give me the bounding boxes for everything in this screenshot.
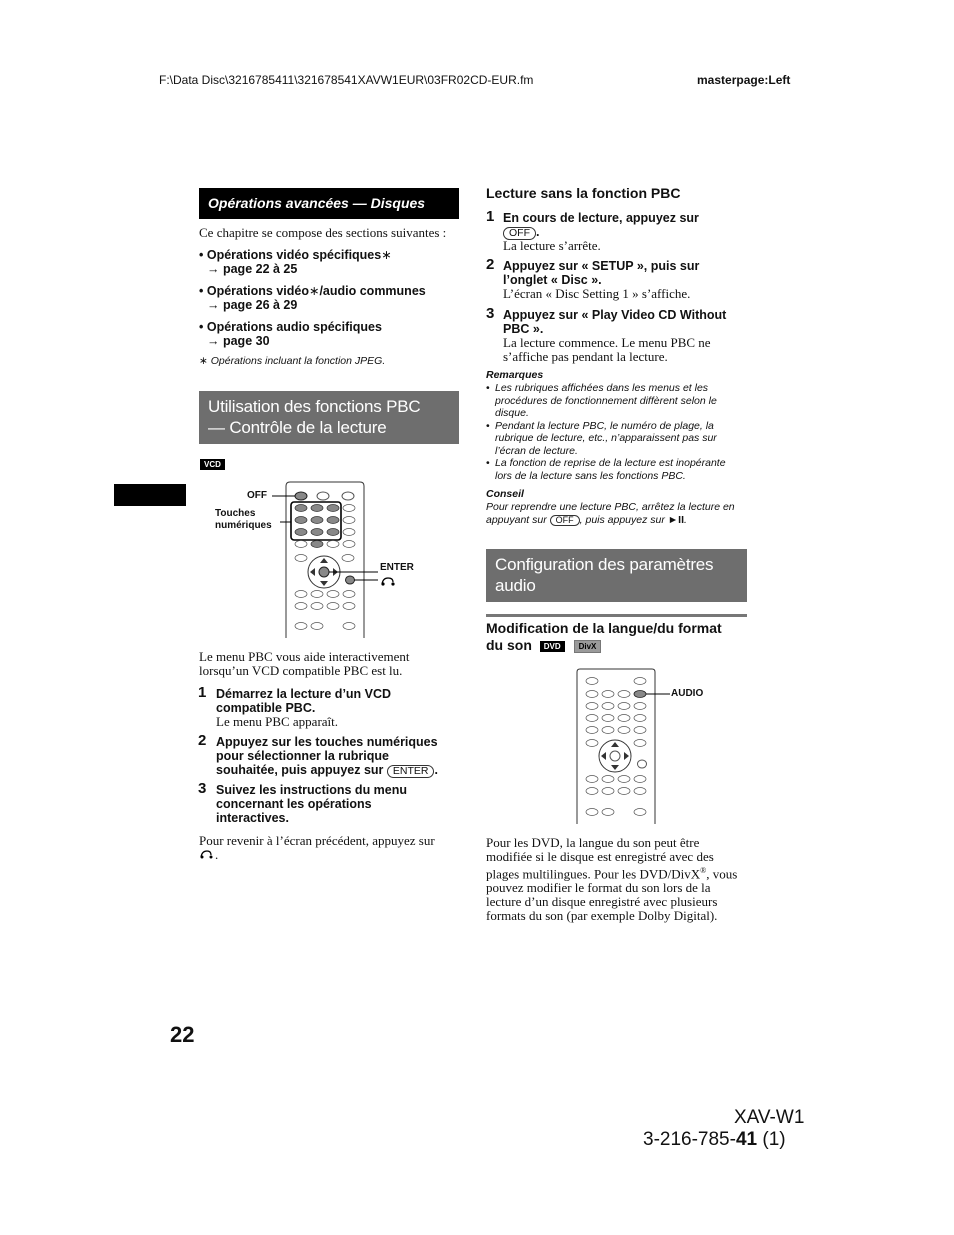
- step-number: 2: [486, 256, 495, 273]
- pbc-title-bar: [199, 391, 459, 444]
- page-number: 22: [170, 1022, 195, 1047]
- audio-button-shape: [634, 691, 646, 698]
- toc-item-1: • Opérations vidéo spécifiques∗ → page 22 à 25: [199, 248, 392, 276]
- step-2: Appuyez sur les touches numériques pour sélectionner la rubrique souhaitée, puis appuyez sur ENTER .: [216, 735, 438, 777]
- off-button-label: OFF: [503, 227, 536, 240]
- off-label: OFF: [247, 490, 267, 501]
- step-number: 2: [198, 732, 207, 749]
- right-step-3-note: La lecture commence. Le menu PBC ne s’affiche pas pendant la lecture.: [503, 335, 711, 364]
- conseil-text: Pour reprendre une lecture PBC, arrêtez la lecture en appuyant sur OFF , puis appuyez sur ►II.: [486, 501, 735, 526]
- step-3: Suivez les instructions du menu concernant les opérations interactives.: [216, 783, 408, 825]
- right-step-3: Appuyez sur « Play Video CD Without PBC ».: [503, 308, 727, 336]
- touches-label: Touches numériques: [215, 508, 272, 531]
- enter-label: ENTER: [380, 562, 414, 573]
- remote-illustration-1: [200, 478, 380, 638]
- right-step-2: Appuyez sur « SETUP », puis sur l’onglet « Disc ».: [503, 259, 700, 287]
- right-step-1-note: La lecture s’arrête.: [503, 238, 601, 253]
- right-step-1: En cours de lecture, appuyez sur OFF .: [503, 211, 699, 239]
- audio-title-line1: Configuration des paramètres: [495, 555, 714, 574]
- conseil-title: Conseil: [486, 488, 524, 500]
- off-button-shape: [295, 492, 307, 500]
- audio-label: AUDIO: [671, 688, 704, 699]
- step-number: 1: [198, 684, 207, 701]
- document-code: 3-216-785-41 (1): [643, 1129, 786, 1150]
- off-button-label: OFF: [550, 515, 580, 526]
- model-number: XAV-W1: [734, 1107, 805, 1128]
- intro-text: Ce chapitre se compose des sections suivantes :: [199, 225, 447, 240]
- sub-heading: Modification de la langue/du format du son DVD DivX: [486, 620, 722, 653]
- divx-badge: DivX: [574, 640, 602, 653]
- step-1-note: Le menu PBC apparaît.: [216, 714, 339, 729]
- return-icon: [199, 849, 215, 860]
- section-title-bar: [199, 188, 459, 219]
- audio-title-bar: [486, 549, 747, 602]
- pbc-intro: Le menu PBC vous aide interactivement lorsqu’un VCD compatible PBC est lu.: [199, 649, 410, 678]
- pbc-off-heading: Lecture sans la fonction PBC: [486, 185, 681, 201]
- chapter-tab: [114, 484, 186, 506]
- right-step-2-note: L’écran « Disc Setting 1 » s’affiche.: [503, 286, 691, 301]
- step-number: 1: [486, 208, 495, 225]
- pbc-title-line2: — Contrôle de la lecture: [208, 418, 387, 437]
- audio-title-line2: audio: [495, 576, 536, 595]
- footnote: ∗ Opérations incluant la fonction JPEG.: [199, 355, 386, 367]
- pbc-title-line1: Utilisation des fonctions PBC: [208, 397, 421, 416]
- step-number: 3: [486, 305, 495, 322]
- return-text: Pour revenir à l’écran précédent, appuyez sur .: [199, 833, 435, 862]
- dvd-badge: DVD: [540, 641, 565, 652]
- masterpage-label: masterpage:Left: [697, 73, 791, 87]
- step-1: Démarrez la lecture d’un VCD compatible PBC.: [216, 687, 392, 715]
- remarques-title: Remarques: [486, 369, 544, 381]
- step-number: 3: [198, 780, 207, 797]
- vcd-badge: VCD: [200, 455, 225, 473]
- toc-item-3: • Opérations audio spécifiques → page 30: [199, 320, 382, 348]
- audio-paragraph: Pour les DVD, la langue du son peut être modifiée si le disque est enregistré avec des plages multilingues. Pour les DVD/DivX®, vous pouvez modifier le format du son lors de la lecture d’un disque enregistré avec plusieurs formats du son (par exemple Dolby Digital).: [486, 835, 738, 924]
- section-title: Opérations avancées — Disques: [208, 195, 426, 211]
- enter-button-label: ENTER: [387, 765, 435, 778]
- divider: [486, 614, 747, 617]
- toc-item-2: • Opérations vidéo∗/audio communes → page 26 à 29: [199, 284, 426, 312]
- remarques-list: • Les rubriques affichées dans les menus et les procédures de fonctionnement diffèrent selon le disque. • Pendant la lecture PBC, le numéro de plage, la rubrique de lecture, etc., n’apparaissent pas sur l’écran de lecture. • La fonction de reprise de la lecture est inopérante lors de la lecture sans les fonctions PBC.: [486, 382, 726, 482]
- file-path: F:\Data Disc\3216785411\321678541XAVW1EUR\03FR02CD-EUR.fm: [159, 73, 534, 87]
- return-icon: [380, 575, 398, 587]
- play-pause-icon: ►II: [667, 513, 685, 526]
